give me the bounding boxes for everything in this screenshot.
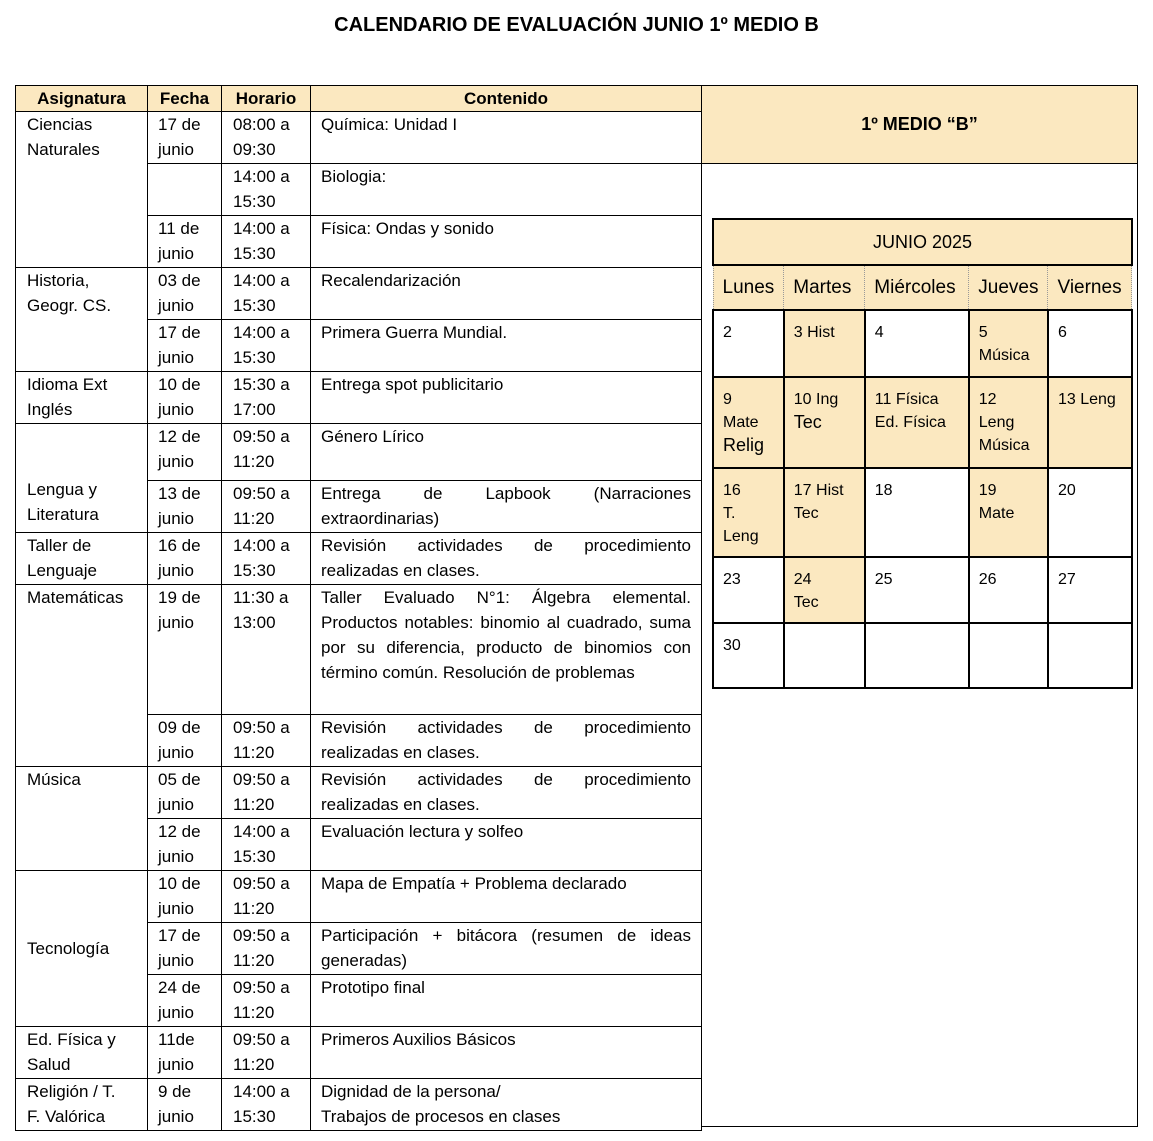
time-cell: 14:00 a 15:30	[222, 320, 311, 372]
table-row	[16, 585, 702, 715]
subject-cell: Lengua y Literatura	[16, 424, 148, 533]
calendar-day-cell	[1048, 377, 1132, 468]
time-cell: 14:00 a 15:30	[222, 164, 311, 216]
calendar-day-cell	[865, 623, 969, 688]
calendar-day-text: 24 Tec	[793, 571, 819, 611]
calendar-day-cell	[865, 377, 969, 468]
time-cell: 14:00 a 15:30	[222, 533, 311, 585]
day-name-lunes: Lunes	[713, 265, 784, 310]
column-header-fecha: Fecha	[148, 86, 222, 112]
day-name-martes: Martes	[784, 265, 865, 310]
calendar-day-names	[713, 265, 1132, 310]
calendar-day-cell	[1048, 557, 1132, 623]
date-cell: 05 de junio	[148, 767, 222, 819]
table-row	[16, 871, 702, 923]
date-cell: 13 de junio	[148, 481, 222, 533]
day-name-jueves: Jueves	[969, 265, 1048, 310]
date-cell: 17 de junio	[148, 320, 222, 372]
content-cell: Prototipo final	[311, 975, 702, 1027]
subject-cell: Idioma Ext Inglés	[16, 372, 148, 424]
calendar-week	[713, 557, 1132, 623]
calendar-day-cell	[713, 623, 784, 688]
time-cell: 15:30 a 17:00	[222, 372, 311, 424]
day-name-viernes: Viernes	[1048, 265, 1132, 310]
subject-cell: Música	[16, 767, 148, 871]
date-cell	[148, 164, 222, 216]
calendar-day-cell	[969, 310, 1048, 377]
table-row	[16, 767, 702, 819]
calendar-day-text: 4	[874, 324, 884, 341]
calendar-day-cell	[1048, 623, 1132, 688]
june-calendar	[712, 218, 1133, 689]
calendar-day-cell	[784, 310, 865, 377]
calendar-day-text: 16 T. Leng	[723, 482, 759, 545]
content-cell: Entrega de Lapbook (Narraciones extraordinarias)	[311, 481, 702, 533]
calendar-day-text: 25	[874, 571, 893, 588]
page-title: CALENDARIO DE EVALUACIÓN JUNIO 1º MEDIO B	[334, 14, 819, 36]
calendar-day-text: 27	[1057, 571, 1076, 588]
content-cell: Recalendarización	[311, 268, 702, 320]
date-cell: 11de junio	[148, 1027, 222, 1079]
calendar-day-text: 13 Leng	[1057, 391, 1116, 408]
calendar-day-cell	[865, 557, 969, 623]
content-cell: Revisión actividades de procedimiento realizadas en clases.	[311, 715, 702, 767]
content-cell: Evaluación lectura y solfeo	[311, 819, 702, 871]
content-cell: Mapa de Empatía + Problema declarado	[311, 871, 702, 923]
content-cell: Género Lírico	[311, 424, 702, 481]
content-cell: Primera Guerra Mundial.	[311, 320, 702, 372]
date-cell: 17 de junio	[148, 923, 222, 975]
time-cell: 14:00 a 15:30	[222, 1079, 311, 1131]
column-header-asignatura: Asignatura	[16, 86, 148, 112]
subject-cell: Ed. Física y Salud	[16, 1027, 148, 1079]
calendar-day-text: 6	[1057, 324, 1067, 341]
calendar-day-text: 5 Música	[978, 324, 1030, 364]
time-cell: 08:00 a 09:30	[222, 112, 311, 164]
content-cell: Biologia:	[311, 164, 702, 216]
date-cell: 16 de junio	[148, 533, 222, 585]
date-cell: 12 de junio	[148, 819, 222, 871]
time-cell: 09:50 a 11:20	[222, 481, 311, 533]
table-header-row	[16, 86, 702, 112]
calendar-day-text: 9 Mate	[723, 391, 759, 431]
time-cell: 14:00 a 15:30	[222, 819, 311, 871]
calendar-day-text: 19 Mate	[978, 482, 1015, 522]
calendar-day-cell	[713, 377, 784, 468]
content-cell: Participación + bitácora (resumen de ideas generadas)	[311, 923, 702, 975]
table-row	[16, 268, 702, 320]
date-cell: 24 de junio	[148, 975, 222, 1027]
calendar-day-cell	[784, 468, 865, 557]
content-cell: Entrega spot publicitario	[311, 372, 702, 424]
calendar-day-text: 10 Ing	[793, 391, 839, 408]
calendar-day-cell	[865, 468, 969, 557]
calendar-day-text: 17 Hist Tec	[793, 482, 844, 522]
calendar-day-cell	[784, 623, 865, 688]
calendar-day-cell	[969, 557, 1048, 623]
calendar-day-cell	[969, 468, 1048, 557]
subject-cell: Ciencias Naturales	[16, 112, 148, 268]
calendar-day-text: 26	[978, 571, 997, 588]
time-cell: 09:50 a 11:20	[222, 424, 311, 481]
calendar-day-cell	[1048, 310, 1132, 377]
calendar-day-text: 23	[723, 571, 741, 588]
calendar-day-cell	[784, 377, 865, 468]
date-cell: 10 de junio	[148, 372, 222, 424]
time-cell: 09:50 a 11:20	[222, 923, 311, 975]
date-cell: 03 de junio	[148, 268, 222, 320]
column-header-horario: Horario	[222, 86, 311, 112]
evaluation-table	[15, 85, 702, 1131]
calendar-day-text: 12 Leng Música	[978, 391, 1030, 454]
time-cell: 09:50 a 11:20	[222, 1027, 311, 1079]
time-cell: 14:00 a 15:30	[222, 268, 311, 320]
subject-cell: Historia, Geogr. CS.	[16, 268, 148, 372]
table-row	[16, 112, 702, 164]
date-cell: 10 de junio	[148, 871, 222, 923]
subject-cell: Taller de Lenguaje	[16, 533, 148, 585]
calendar-week	[713, 623, 1132, 688]
content-cell: Dignidad de la persona/ Trabajos de procesos en clases	[311, 1079, 702, 1131]
calendar-day-cell	[969, 623, 1048, 688]
time-cell: 09:50 a 11:20	[222, 767, 311, 819]
calendar-day-cell	[865, 310, 969, 377]
calendar-day-text: 3 Hist	[793, 324, 835, 341]
date-cell: 17 de junio	[148, 112, 222, 164]
table-row	[16, 372, 702, 424]
time-cell: 09:50 a 11:20	[222, 871, 311, 923]
calendar-week	[713, 310, 1132, 377]
subject-cell: Religión / T. F. Valórica	[16, 1079, 148, 1131]
content-cell: Revisión actividades de procedimiento realizadas en clases.	[311, 533, 702, 585]
calendar-day-cell	[713, 310, 784, 377]
calendar-day-cell	[969, 377, 1048, 468]
table-row	[16, 533, 702, 585]
course-header: 1º MEDIO “B”	[702, 86, 1137, 164]
calendar-day-cell	[713, 557, 784, 623]
subject-cell: Tecnología	[16, 871, 148, 1027]
date-cell: 09 de junio	[148, 715, 222, 767]
time-cell: 11:30 a 13:00	[222, 585, 311, 715]
calendar-week	[713, 468, 1132, 557]
date-cell: 19 de junio	[148, 585, 222, 715]
content-cell: Taller Evaluado N°1: Álgebra elemental. Productos notables: binomio al cuadrado, suma por su diferencia, producto de binomios con término común. Resolución de problemas	[311, 585, 702, 715]
calendar-extra-text: Relig	[723, 435, 765, 455]
subject-cell: Matemáticas	[16, 585, 148, 767]
calendar-day-cell	[1048, 468, 1132, 557]
calendar-day-text: 11 Física Ed. Física	[874, 391, 946, 431]
time-cell: 09:50 a 11:20	[222, 715, 311, 767]
calendar-title: JUNIO 2025	[713, 219, 1132, 265]
date-cell: 12 de junio	[148, 424, 222, 481]
calendar-day-text: 2	[723, 324, 732, 341]
time-cell: 09:50 a 11:20	[222, 975, 311, 1027]
day-name-miércoles: Miércoles	[865, 265, 969, 310]
calendar-day-cell	[713, 468, 784, 557]
content-cell: Física: Ondas y sonido	[311, 216, 702, 268]
content-cell: Primeros Auxilios Básicos	[311, 1027, 702, 1079]
date-cell: 11 de junio	[148, 216, 222, 268]
calendar-week	[713, 377, 1132, 468]
table-row	[16, 1027, 702, 1079]
calendar-day-text: 30	[723, 637, 741, 654]
calendar-day-cell	[784, 557, 865, 623]
time-cell: 14:00 a 15:30	[222, 216, 311, 268]
calendar-day-text: 18	[874, 482, 893, 499]
table-row	[16, 1079, 702, 1131]
content-cell: Revisión actividades de procedimiento realizadas en clases.	[311, 767, 702, 819]
calendar-extra-text: Tec	[793, 412, 822, 432]
date-cell: 9 de junio	[148, 1079, 222, 1131]
calendar-day-text: 20	[1057, 482, 1076, 499]
column-header-contenido: Contenido	[311, 86, 702, 112]
content-cell: Química: Unidad I	[311, 112, 702, 164]
table-row	[16, 424, 702, 481]
